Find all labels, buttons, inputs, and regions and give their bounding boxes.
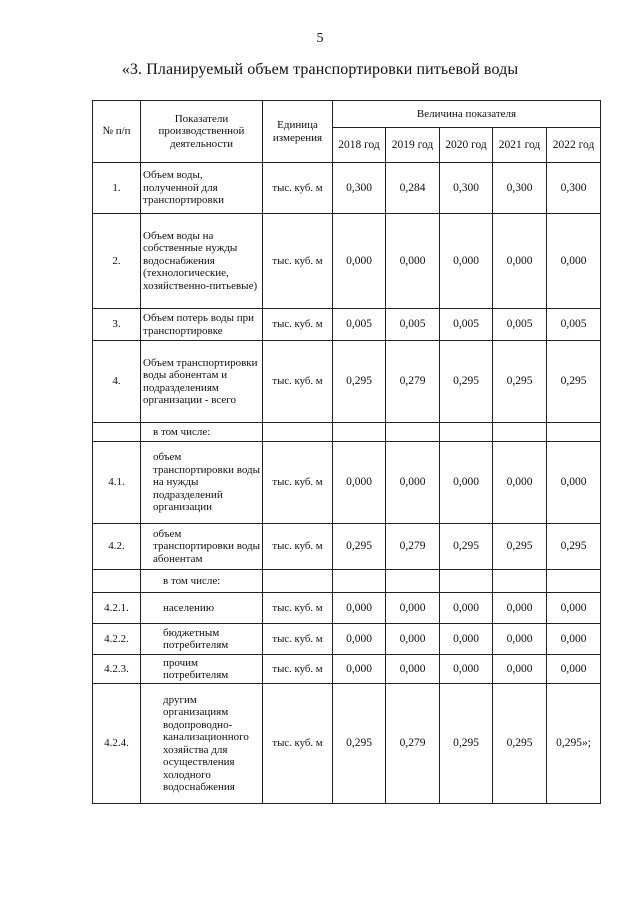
- row-value-2020: 0,005: [440, 309, 493, 341]
- header-unit: Единица измерения: [263, 101, 333, 163]
- row-indicator: населению: [141, 593, 263, 624]
- row-value-2018: 0,000: [333, 624, 386, 655]
- row-value-2020: [440, 570, 493, 593]
- page-number: 5: [316, 31, 324, 46]
- row-indicator: в том числе:: [141, 570, 263, 593]
- header-row-top: [93, 101, 601, 128]
- row-unit: [263, 570, 333, 593]
- row-value-2018: 0,295: [333, 524, 386, 570]
- table-row: [93, 684, 601, 804]
- row-unit: тыс. куб. м: [263, 341, 333, 423]
- row-num: 4.2.1.: [93, 593, 141, 624]
- row-value-2022: 0,000: [547, 624, 601, 655]
- row-indicator: другим организациям водопроводно-канализационного хозяйства для осуществления холодного водоснабжения: [141, 684, 263, 804]
- header-year-2020: 2020 год: [440, 128, 493, 163]
- row-value-2019: 0,000: [386, 593, 440, 624]
- row-indicator: Объем транспортировки воды абонентам и подразделениям организации - всего: [141, 341, 263, 423]
- row-value-2021: 0,000: [493, 593, 547, 624]
- row-num: 4.2.3.: [93, 655, 141, 684]
- table-row: [93, 593, 601, 624]
- row-value-2022: 0,000: [547, 593, 601, 624]
- row-value-2021: 0,295: [493, 524, 547, 570]
- row-num: 4.2.2.: [93, 624, 141, 655]
- row-num: [93, 423, 141, 442]
- row-unit: тыс. куб. м: [263, 593, 333, 624]
- row-value-2022: 0,000: [547, 214, 601, 309]
- row-value-2022: 0,000: [547, 442, 601, 524]
- row-value-2021: [493, 423, 547, 442]
- row-unit: тыс. куб. м: [263, 655, 333, 684]
- table-row: [93, 309, 601, 341]
- row-unit: тыс. куб. м: [263, 624, 333, 655]
- table-row-subheading: [93, 423, 601, 442]
- row-value-2019: 0,000: [386, 624, 440, 655]
- row-indicator: Объем воды, полученной для транспортировки: [141, 163, 263, 214]
- row-value-2018: 0,000: [333, 593, 386, 624]
- row-value-2019: 0,000: [386, 442, 440, 524]
- header-year-2018: 2018 год: [333, 128, 386, 163]
- row-num: [93, 570, 141, 593]
- row-value-2021: 0,000: [493, 655, 547, 684]
- table-row: [93, 624, 601, 655]
- row-value-2019: 0,284: [386, 163, 440, 214]
- row-value-2022: [547, 423, 601, 442]
- row-num: 3.: [93, 309, 141, 341]
- row-value-2020: 0,000: [440, 214, 493, 309]
- row-value-2021: 0,295: [493, 684, 547, 804]
- section-heading: «3. Планируемый объем транспортировки питьевой воды: [121, 61, 519, 78]
- row-value-2021: 0,295: [493, 341, 547, 423]
- row-unit: тыс. куб. м: [263, 524, 333, 570]
- row-value-2018: [333, 570, 386, 593]
- row-value-2019: 0,279: [386, 684, 440, 804]
- row-num: 4.2.4.: [93, 684, 141, 804]
- row-value-2021: 0,300: [493, 163, 547, 214]
- row-num: 2.: [93, 214, 141, 309]
- row-value-2021: 0,000: [493, 442, 547, 524]
- row-value-2020: 0,000: [440, 442, 493, 524]
- row-indicator: объем транспортировки воды абонентам: [141, 524, 263, 570]
- row-value-2022: [547, 570, 601, 593]
- row-indicator: Объем потерь воды при транспортировке: [141, 309, 263, 341]
- transport-volume-table: [92, 100, 601, 804]
- row-value-2022: 0,295»;: [547, 684, 601, 804]
- row-value-2022: 0,005: [547, 309, 601, 341]
- row-unit: тыс. куб. м: [263, 684, 333, 804]
- row-indicator: объем транспортировки воды на нужды подразделений организации: [141, 442, 263, 524]
- row-num: 4.2.: [93, 524, 141, 570]
- row-value-2021: 0,000: [493, 214, 547, 309]
- row-value-2022: 0,300: [547, 163, 601, 214]
- row-value-2019: 0,000: [386, 214, 440, 309]
- row-unit: тыс. куб. м: [263, 309, 333, 341]
- row-value-2018: 0,000: [333, 214, 386, 309]
- header-num: № п/п: [93, 101, 141, 163]
- row-value-2020: 0,295: [440, 341, 493, 423]
- row-value-2020: 0,300: [440, 163, 493, 214]
- row-value-2020: 0,000: [440, 655, 493, 684]
- header-year-2019: 2019 год: [386, 128, 440, 163]
- row-value-2019: 0,279: [386, 341, 440, 423]
- table-row: [93, 341, 601, 423]
- table-row: [93, 214, 601, 309]
- row-value-2018: 0,300: [333, 163, 386, 214]
- row-value-2021: [493, 570, 547, 593]
- row-indicator: в том числе:: [141, 423, 263, 442]
- header-year-2021: 2021 год: [493, 128, 547, 163]
- row-num: 4.1.: [93, 442, 141, 524]
- row-value-2018: 0,295: [333, 341, 386, 423]
- row-value-2020: 0,000: [440, 624, 493, 655]
- row-value-2018: 0,005: [333, 309, 386, 341]
- row-value-2019: 0,005: [386, 309, 440, 341]
- table-row: [93, 163, 601, 214]
- row-indicator: Объем воды на собственные нужды водоснабжения (технологические, хозяйственно-питьевые): [141, 214, 263, 309]
- row-value-2018: 0,000: [333, 655, 386, 684]
- row-unit: [263, 423, 333, 442]
- table-row: [93, 524, 601, 570]
- table-row-subheading: [93, 570, 601, 593]
- row-value-2020: 0,295: [440, 684, 493, 804]
- row-value-2018: 0,295: [333, 684, 386, 804]
- row-value-2022: 0,000: [547, 655, 601, 684]
- header-indicator: Показатели производственной деятельности: [141, 101, 263, 163]
- row-value-2020: 0,295: [440, 524, 493, 570]
- row-value-2019: 0,279: [386, 524, 440, 570]
- table-row: [93, 442, 601, 524]
- row-value-2022: 0,295: [547, 341, 601, 423]
- row-value-2021: 0,000: [493, 624, 547, 655]
- header-value-group: Величина показателя: [333, 101, 601, 128]
- row-unit: тыс. куб. м: [263, 442, 333, 524]
- row-value-2020: [440, 423, 493, 442]
- row-num: 4.: [93, 341, 141, 423]
- row-unit: тыс. куб. м: [263, 214, 333, 309]
- header-year-2022: 2022 год: [547, 128, 601, 163]
- row-value-2019: 0,000: [386, 655, 440, 684]
- row-num: 1.: [93, 163, 141, 214]
- row-unit: тыс. куб. м: [263, 163, 333, 214]
- row-value-2021: 0,005: [493, 309, 547, 341]
- row-value-2018: 0,000: [333, 442, 386, 524]
- row-value-2019: [386, 423, 440, 442]
- table-row: [93, 655, 601, 684]
- row-value-2019: [386, 570, 440, 593]
- row-indicator: прочим потребителям: [141, 655, 263, 684]
- row-value-2022: 0,295: [547, 524, 601, 570]
- row-value-2020: 0,000: [440, 593, 493, 624]
- row-indicator: бюджетным потребителям: [141, 624, 263, 655]
- row-value-2018: [333, 423, 386, 442]
